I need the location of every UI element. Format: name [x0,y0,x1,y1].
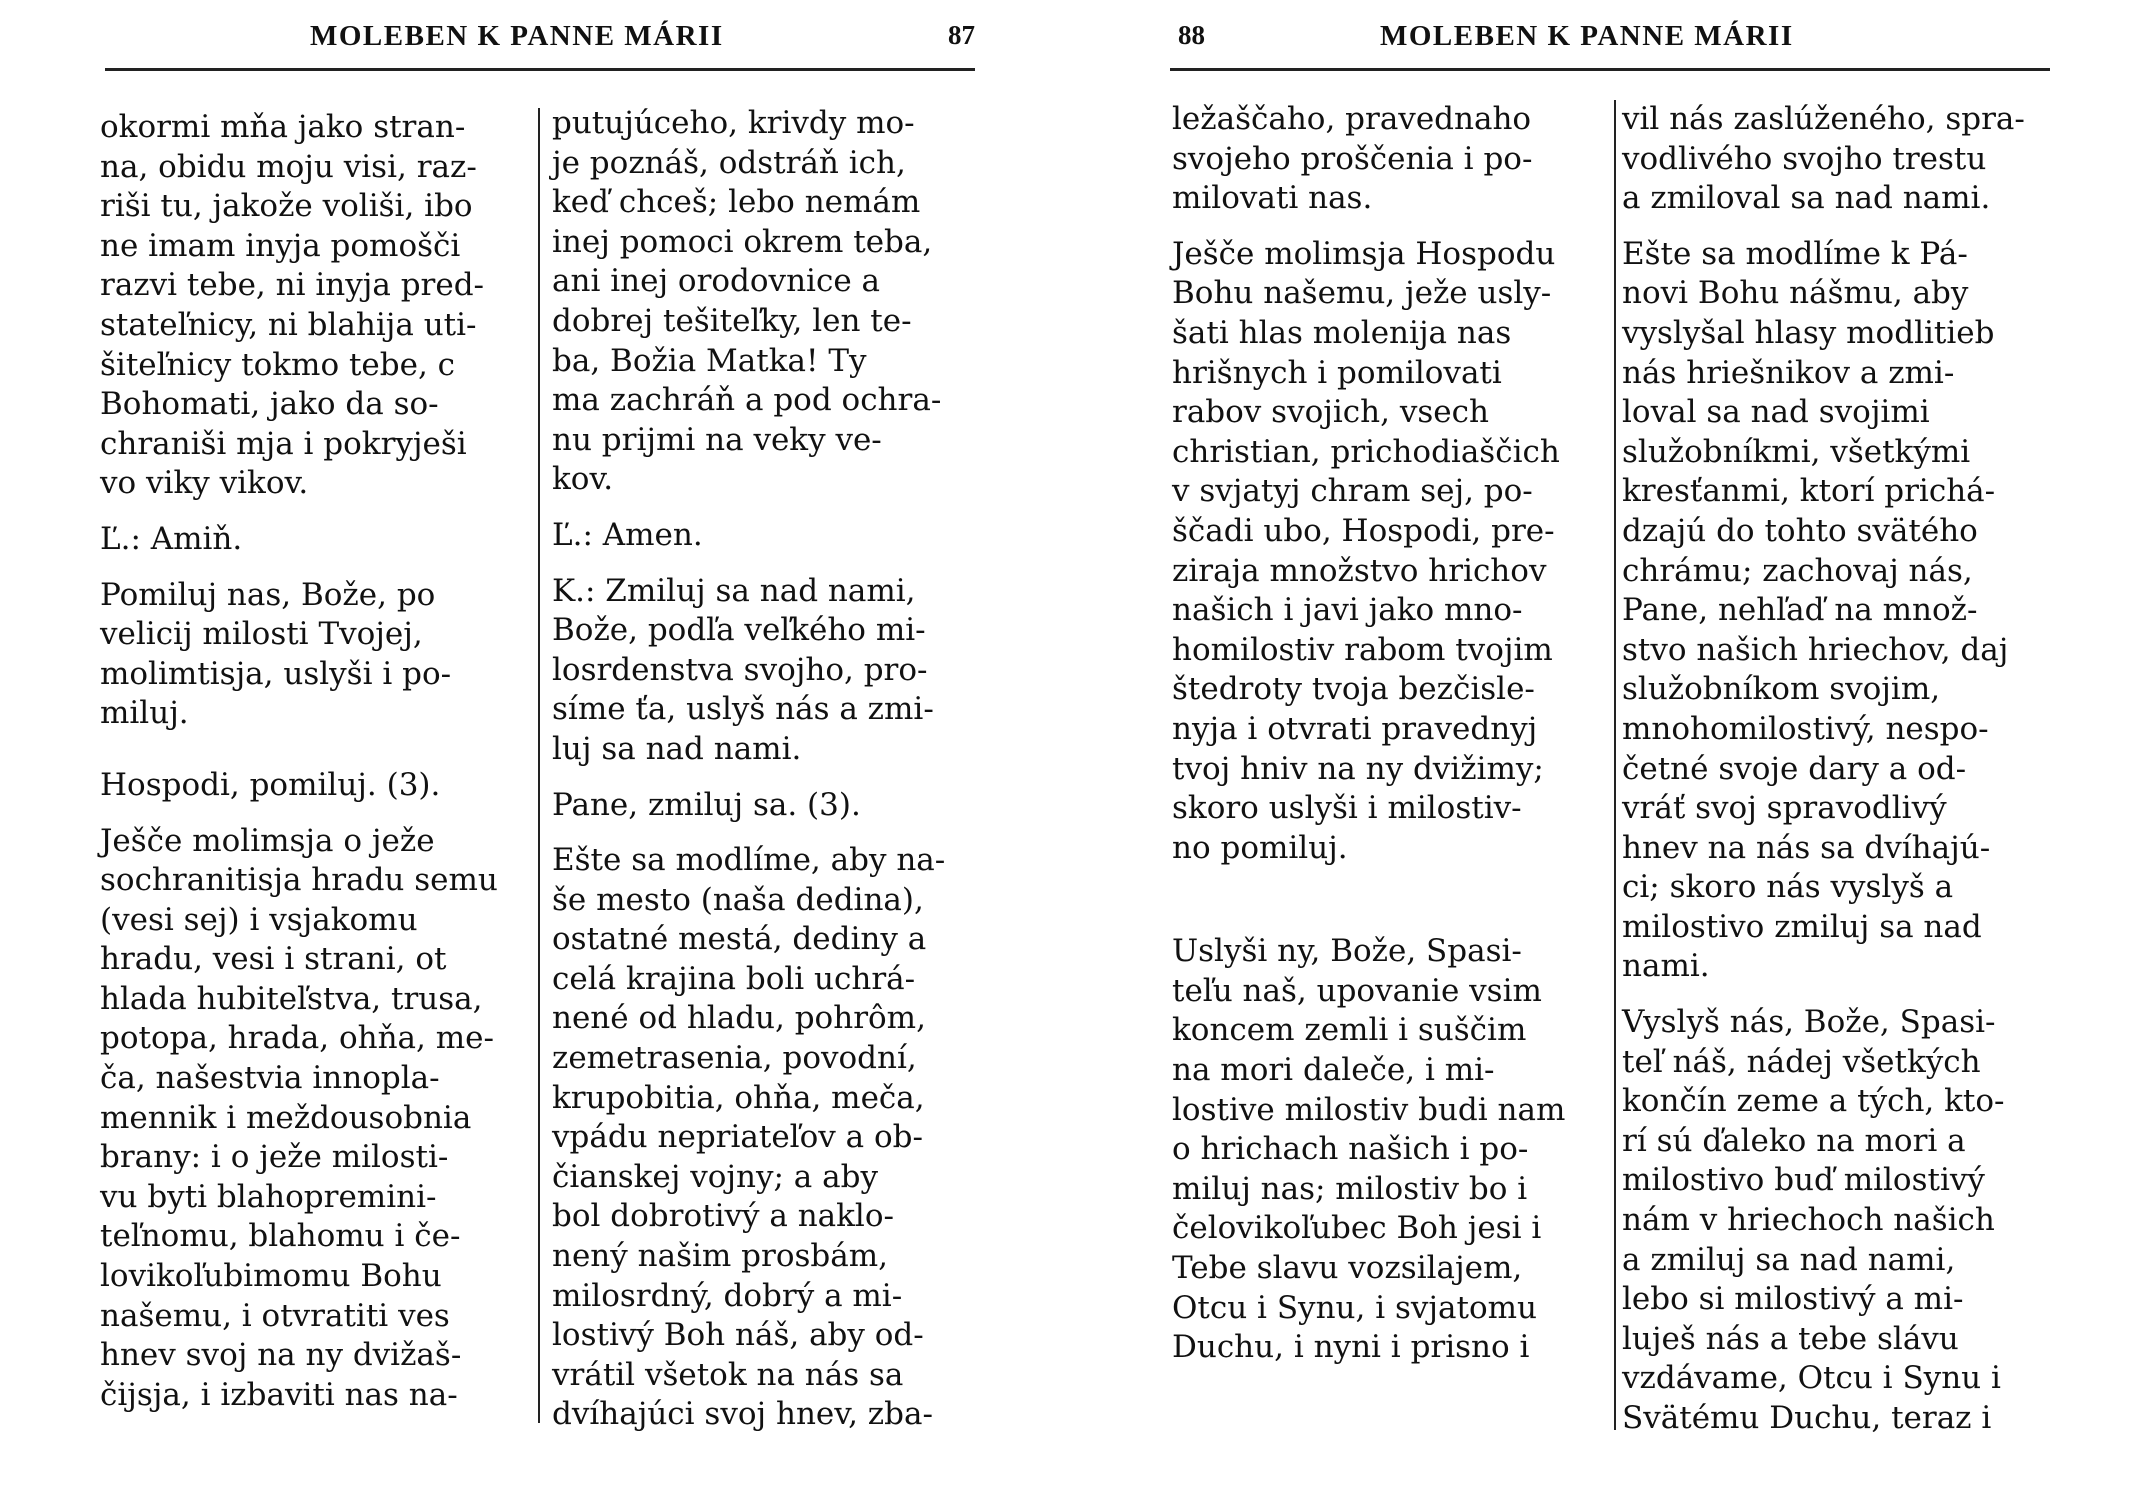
text-line: teľ náš, nádej všetkých [1622,1043,1981,1080]
text-line: koncem zemli i suščim [1172,1012,1527,1049]
text-line: Ľ.: Amen. [552,516,703,553]
text-line: Pane, zmiluj sa. (3). [552,786,861,823]
text-line: brany: i o ježe milosti- [100,1139,449,1176]
text-line: šiteľnicy tokmo tebe, c [100,346,456,383]
text-line: ani inej orodovnice a [552,263,880,300]
text-line: štedroty tvoja bezčisle- [1172,671,1535,708]
paragraph-gap [1622,219,2062,235]
column-divider [1614,100,1616,1430]
text-line: našemu, i otvratiti ves [100,1297,450,1334]
text-line: luješ nás a tebe slávu [1622,1320,1959,1357]
text-line: putujúceho, krivdy mo- [552,105,915,141]
text-line: losrdenstva svojho, pro- [552,651,928,688]
text-line: síme ťa, uslyš nás a zmi- [552,691,934,728]
text-line: o hrichach našich i po- [1172,1131,1529,1168]
text-line: hrišnych i pomilovati [1172,354,1502,391]
page-number: 87 [948,20,975,50]
text-line: Ešte sa modlíme k Pá- [1622,235,1968,272]
text-line: svojeho proščenia i po- [1172,140,1533,177]
text-line: a zmiluj sa nad nami, [1622,1241,1956,1278]
text-line: nené od hladu, pohrôm, [552,1000,926,1037]
text-line: Bože, podľa veľkého mi- [552,612,926,649]
paragraph-gap [100,806,530,822]
paragraph-gap [552,500,982,516]
text-line: lovikoľubimomu Bohu [100,1258,442,1295]
text-line: dzajú do tohto svätého [1622,512,1978,549]
text-line: vzdávame, Otcu i Synu i [1622,1360,2001,1397]
text-line: Uslyši ny, Bože, Spasi- [1172,933,1522,970]
text-line: stvo našich hriechov, daj [1622,631,2009,668]
text-line: služobníkom svojim, [1622,671,1941,708]
text-line: nu prijmi na veky ve- [552,421,882,458]
paragraph-gap [1622,987,2062,1003]
text-line: vyslyšal hlasy modlitieb [1622,314,1995,351]
text-line: a zmiloval sa nad nami. [1622,180,1991,217]
text-line: vráť svoj spravodlivý [1622,790,1947,827]
text-line: miluj nas; milostiv bo i [1172,1170,1528,1207]
text-line: chraniši mja i pokryješi [100,425,467,462]
text-line: na, obidu moju visi, raz- [100,148,477,185]
text-line: četné svoje dary a od- [1622,750,1967,787]
text-line: nám v hriechoch našich [1622,1202,1995,1239]
text-line: luj sa nad nami. [552,730,802,767]
text-line: riši tu, jakože voliši, ibo [100,188,473,225]
text-line: ci; skoro nás vyslyš a [1622,869,1954,906]
paragraph-gap [100,734,530,750]
text-line: hlada hubiteľstva, trusa, [100,980,483,1017]
text-line: razvi tebe, ni inyja pred- [100,267,485,304]
text-line: končín zeme a tých, kto- [1622,1083,2005,1120]
text-line: vil nás zaslúženého, spra- [1622,101,2025,137]
text-line: ziraja množstvo hrichov [1172,552,1547,589]
text-line: milosrdný, dobrý a mi- [552,1277,903,1314]
text-line: tvoj hniv na ny dvižimy; [1172,750,1544,787]
text-line: Bohomati, jako da so- [100,386,439,423]
text-line: Ješče molimsja o ježe [100,822,435,859]
text-column-right [552,104,982,1435]
text-line: vpádu nepriateľov a ob- [552,1119,923,1156]
text-line: potopa, hrada, ohňa, me- [100,1020,494,1057]
header-rule [1170,68,2050,71]
text-line: christian, prichodiaščich [1172,433,1560,470]
text-line: kov. [552,461,614,498]
text-line: teľu naš, upovanie vsim [1172,972,1542,1009]
page-number: 88 [1178,20,1205,50]
text-line: Svätému Duchu, teraz i [1622,1400,1992,1436]
text-line: vo viky vikov. [100,465,309,502]
text-line: služobníkmi, všetkými [1622,433,1971,470]
right-page [1160,0,2060,1500]
paragraph-gap [1172,868,1612,884]
text-line: dobrej tešiteľky, len te- [552,302,912,339]
paragraph-gap [1172,900,1612,916]
text-line: Ľ.: Amiň. [100,520,243,557]
text-line: hnev na nás sa dvíhajú- [1622,829,1991,866]
paragraph-gap [552,770,982,786]
text-line: rabov svojich, vsech [1172,394,1489,431]
paragraph-gap [100,750,530,766]
text-line: na mori daleče, i mi- [1172,1052,1495,1089]
text-line: skoro uslyši i milostiv- [1172,790,1522,827]
text-line: chrámu; zachovaj nás, [1622,552,1973,589]
text-line: no pomiluj. [1172,829,1348,866]
text-line: šati hlas molenija nas [1172,314,1512,351]
text-line: loval sa nad svojimi [1622,394,1930,431]
text-line: dvíhajúci svoj hnev, zba- [552,1396,933,1433]
text-line: mennik i meždousobnia [100,1099,472,1136]
text-line: kresťanmi, ktorí prichá- [1622,473,1996,510]
text-line: keď chceš; lebo nemám [552,184,921,221]
paragraph-gap [100,560,530,576]
text-line: nás hriešnikov a zmi- [1622,354,1955,391]
text-line: Hospodi, pomiluj. (3). [100,766,441,803]
text-line: milostivo zmiluj sa nad [1622,908,1982,945]
text-line: stateľnicy, ni blahija uti- [100,306,477,343]
text-line: (vesi sej) i vsjakomu [100,901,418,938]
text-line: ostatné mestá, dediny a [552,921,927,958]
text-line: našich i javi jako mno- [1172,592,1523,629]
text-line: nami. [1622,948,1710,985]
text-line: molimtisja, uslyši i po- [100,655,452,692]
text-line: je poznáš, odstráň ich, [552,144,906,181]
text-line: hradu, vesi i strani, ot [100,941,447,978]
text-line: ščadi ubo, Hospodi, pre- [1172,512,1555,549]
text-line: velicij milosti Tvojej, [100,616,423,653]
text-line: Pomiluj nas, Bože, po [100,576,436,613]
text-line: lostivý Boh náš, aby od- [552,1317,924,1354]
text-line: še mesto (naša dedina), [552,881,924,918]
text-line: krupobitia, ohňa, meča, [552,1079,925,1116]
paragraph-gap [1172,884,1612,900]
text-line: milostivo buď milostivý [1622,1162,1985,1199]
text-line: homilostiv rabom tvojim [1172,631,1553,668]
text-line: novi Bohu nášmu, aby [1622,275,1969,312]
text-column-left [1172,100,1612,1368]
running-head: MOLEBEN K PANNE MÁRII [310,20,724,52]
text-line: inej pomoci okrem teba, [552,223,933,260]
text-line: celá krajina boli uchrá- [552,960,916,997]
text-line: Ešte sa modlíme, aby na- [552,842,946,879]
text-line: lebo si milostivý a mi- [1622,1281,1964,1318]
text-line: teľnomu, blahomu i če- [100,1218,461,1255]
text-line: ba, Božia Matka! Ty [552,342,867,379]
paragraph-gap [1172,916,1612,932]
text-column-left [100,108,530,1415]
text-line: Duchu, i nyni i prisno i [1172,1329,1530,1366]
text-line: lostive milostiv budi nam [1172,1091,1566,1128]
header-rule [105,68,975,71]
text-line: zemetrasenia, povodní, [552,1040,917,1077]
text-line: mnohomilostivý, nespo- [1622,710,1989,747]
paragraph-gap [552,556,982,572]
text-line: čelovikoľubec Boh jesi i [1172,1210,1542,1247]
paragraph-gap [1172,219,1612,235]
text-line: Bohu našemu, ježe usly- [1172,275,1552,312]
text-line: rí sú ďaleko na mori a [1622,1122,1966,1159]
text-line: milovati nas. [1172,180,1373,217]
text-line: ma zachráň a pod ochra- [552,382,942,419]
text-line: nený našim prosbám, [552,1238,888,1275]
text-line: čijsja, i izbaviti nas na- [100,1376,458,1413]
text-line: K.: Zmiluj sa nad nami, [552,572,916,609]
text-line: hnev svoj na ny dvižaš- [100,1337,462,1374]
text-line: vrátil všetok na nás sa [552,1356,904,1393]
text-line: ča, našestvia innopla- [100,1060,440,1097]
text-line: vodlivého svojho trestu [1622,140,1987,177]
text-line: okormi mňa jako stran- [100,109,466,145]
text-line: nyja i otvrati pravednyj [1172,710,1538,747]
text-line: Ješče molimsja Hospodu [1172,235,1556,272]
text-line: miluj. [100,695,189,732]
text-line: bol dobrotivý a naklo- [552,1198,894,1235]
column-divider [538,108,540,1423]
running-head: MOLEBEN K PANNE MÁRII [1380,20,1794,52]
text-line: čianskej vojny; a aby [552,1158,878,1195]
text-line: Pane, nehľaď na množ- [1622,592,1978,629]
text-column-right [1622,100,2062,1439]
paragraph-gap [100,504,530,520]
left-page [0,0,1000,1500]
text-line: Tebe slavu vozsilajem, [1172,1250,1523,1287]
paragraph-gap [552,825,982,841]
text-line: Otcu i Synu, i svjatomu [1172,1289,1537,1326]
text-line: ne imam inyja pomošči [100,227,461,264]
text-line: sochranitisja hradu semu [100,862,498,899]
text-line: ležaščaho, pravednaho [1172,101,1532,137]
text-line: Vyslyš nás, Bože, Spasi- [1622,1004,1996,1041]
text-line: vu byti blahopremini- [100,1178,437,1215]
text-line: v svjatyj chram sej, po- [1172,473,1533,510]
